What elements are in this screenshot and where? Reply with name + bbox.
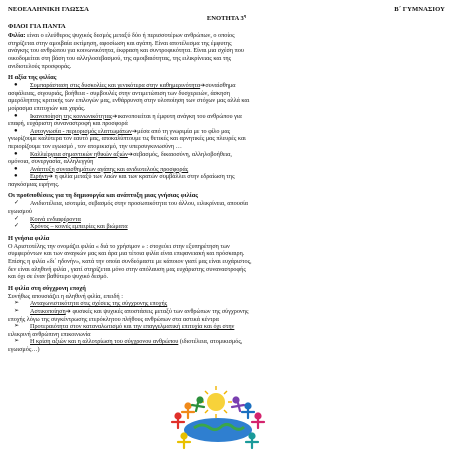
list-item-text xyxy=(30,216,445,224)
unit-text: ΕΝΟΤΗΤΑ 3 xyxy=(206,15,244,23)
definition-term: Φιλία: xyxy=(8,32,26,40)
list-item xyxy=(8,216,445,224)
bullet-icon: ➢ xyxy=(14,300,20,307)
list-item-continuation: ομόνοια, συνεργασία, αλληλεγγύη xyxy=(8,158,94,166)
page-title: ΦΙΛΟΙ ΓΙΑ ΠΑΝΤΑ xyxy=(8,23,66,31)
list-item-keyword: Ανταγωνιστικότητα στις σχέσεις της σύγχρονης εποχής xyxy=(30,300,168,308)
bullet-icon: ● xyxy=(14,82,18,89)
list-item xyxy=(8,338,445,346)
paragraph-line: Επίσης η φιλία «δι΄ ηδονήν», κατά την οποία συνδεόμαστε με κάποιον γιατί μας είναι ευχάριστος, xyxy=(8,258,252,266)
bullet-icon: ● xyxy=(14,127,18,134)
list-item-continuation: αμερόληπτης κριτικής των επιλογών μας, ενθάρρυνση στην υλοποίηση των στόχων μας αλλά και xyxy=(8,97,250,105)
list-item-detail: ➔ η φιλία μεταξύ των λαών και των κρατών συμβάλλει στην εδραίωση της xyxy=(47,173,235,181)
list-item-detail: ➔ικανοποιείται η έμφυτη ανάγκη του ανθρώπου για xyxy=(112,112,242,120)
section-title-true-friendship: Η γνήσια φιλία xyxy=(8,234,50,242)
list-item-keyword: Καλλιέργεια σημαντικών ηθικών αξιών xyxy=(30,150,128,158)
list-item xyxy=(8,308,445,316)
list-item-text xyxy=(30,173,445,181)
section-title-prerequisites: Οι προϋποθέσεις για τη δημιουργία και ανάπτυξη μιας γνήσιας φιλίας xyxy=(8,192,198,200)
subject-label: ΝΕΟΕΛΛΗΝΙΚΗ ΓΛΩΣΣΑ xyxy=(8,6,90,13)
modern-lead: Συνήθως απουσιάζει η αληθινή φιλία, επειδή : xyxy=(8,292,123,300)
list-item-continuation: εποχής λόγω της συγκέντρωσης ετερόκλητου πλήθους ανθρώπων στα αστικά κέντρα xyxy=(8,315,219,323)
section-title-modern-era: Η φιλία στη σύγχρονη εποχή xyxy=(8,284,86,292)
list-item-keyword: Συμπαράσταση στις δυσκολίες και γενικότερα στην καθημερινότητα xyxy=(30,82,201,90)
list-item-keyword: Αστικοποίηση xyxy=(30,308,66,315)
section-title-value: Η αξία της φιλίας xyxy=(8,74,57,82)
list-item xyxy=(8,82,445,90)
paragraph-line: δεν είναι αληθινή φιλία , γιατί στηρίζεται μόνο στην απόλαυση μας ευχάριστης συναναστροφής xyxy=(8,265,246,273)
list-item-text xyxy=(30,323,445,331)
list-item-keyword: Προτεραιότητα στον καταναλωτισμό και την επαγγελματική επιτυχία και όχι στην xyxy=(30,323,235,331)
definition-paragraph xyxy=(8,32,445,70)
bullet-icon: ● xyxy=(14,165,18,172)
list-item xyxy=(8,300,445,308)
definition-line: ανάγκης του ανθρώπου για κοινωνικότητα, έκφραση και συντροφικότητα. Είναι μια σχέση που xyxy=(8,47,244,55)
prerequisites-list xyxy=(8,200,445,230)
list-item-continuation: επαφή, ευχάριστη συναναστροφή και προσφορά xyxy=(8,120,128,128)
children-circle-illustration xyxy=(118,380,318,452)
list-item-text xyxy=(30,113,445,121)
list-item-keyword: Ειρήνη xyxy=(30,173,48,181)
list-item-text xyxy=(30,166,445,174)
list-item-keyword: Αυτογνωσία - περιορισμός ελαττωμάτων xyxy=(30,127,132,135)
modern-list xyxy=(8,300,445,353)
unit-sup: η xyxy=(243,13,247,18)
earth-globe-icon xyxy=(184,418,252,442)
definition-line: στηρίζεται στην αμοιβαία εκτίμηση, αφοσίωση και αγάπη. Είναι αποτέλεσμα της έμφυτης xyxy=(8,39,232,47)
list-item xyxy=(8,113,445,121)
list-item-detail: ➔σεβασμός, δικαιοσύνη, αλληλοβοήθεια, xyxy=(127,150,232,158)
list-item-text xyxy=(30,82,445,90)
list-item xyxy=(8,151,445,159)
list-item-continuation: μοίρασμα επιτυχιών και χαράς. xyxy=(8,104,86,112)
bullet-icon: ✓ xyxy=(14,223,20,230)
bullet-icon: ● xyxy=(14,150,18,157)
list-item-continuation: παγκόσμιας ειρήνης. xyxy=(8,180,60,188)
list-item-keyword: Η κρίση αξιών και η αλλοτρίωση του σύγχρονου ανθρώπου xyxy=(30,338,179,346)
list-item-text xyxy=(30,200,445,208)
list-item-text xyxy=(30,338,445,346)
grade-label: Β΄ ΓΥΜΝΑΣΙΟΥ xyxy=(394,6,445,13)
list-item-keyword: Ανάπτυξη συναισθημάτων αγάπης και ανιδιοτελούς προσφοράς xyxy=(30,165,189,173)
paragraph-line: Ο Αριστοτέλης την ονομάζει φιλία « διά το χρήσιμον » : στοχεύει στην εξυπηρέτηση των xyxy=(8,242,230,250)
list-item xyxy=(8,173,445,181)
definition-line: είναι ο ελεύθερος ψυχικός δεσμός μεταξύ δύο ή περισσοτέρων ανθρώπων, ο οποίος xyxy=(25,32,235,40)
bullet-icon: ● xyxy=(14,173,18,180)
paragraph-line: και όχι σε έναν βαθύτερο ψυχικό δεσμό. xyxy=(8,273,109,281)
paragraph-line: συμφερόντων και των αναγκών μας και άρα μια τέτοια φιλία είναι επιφανειακή και πρόσκαιρη. xyxy=(8,250,245,258)
header xyxy=(8,6,445,13)
definition-line: οικοδομείται στη βάση του αλληλοσεβασμού, της αμοιβαιότητας, της ειλικρίνειας και της xyxy=(8,54,232,62)
list-item xyxy=(8,200,445,208)
value-list xyxy=(8,82,445,188)
list-item-keyword: Ανιδιοτέλεια, ισοτιμία, σεβασμός στην προσωπικότητα του άλλου, ειλικρίνεια, απουσία xyxy=(30,200,249,208)
list-item-keyword: Ικανοποίηση της κοινωνικότητας xyxy=(30,112,113,120)
list-item xyxy=(8,323,445,331)
list-item-continuation: ασφάλειας, σιγουριάς, βοήθεια - συμβουλές στην αντιμετώπιση των δυσχερειών, άσκηση xyxy=(8,89,230,97)
list-item xyxy=(8,166,445,174)
list-item-continuation: εγωισμού xyxy=(8,208,32,216)
bullet-icon: ➢ xyxy=(14,323,20,330)
true-friendship-paragraph xyxy=(8,243,445,281)
list-item-text xyxy=(30,128,445,136)
list-item-detail: ➔συναίσθημα xyxy=(200,82,236,90)
list-item-keyword: Χρόνος – κοινές εμπειρίες και βιώματα xyxy=(30,223,128,231)
list-item-detail: ➔ φυσικές και ψυχικές αποστάσεις μεταξύ των ανθρώπων της σύγχρονης xyxy=(65,308,249,315)
list-item-text xyxy=(30,308,445,316)
definition-line: ανιδιοτελούς προσφοράς. xyxy=(8,62,72,70)
list-item-text xyxy=(30,300,445,308)
list-item-text xyxy=(30,223,445,231)
bullet-icon: ✓ xyxy=(14,200,20,207)
list-item-continuation: περιορίζουμε τον εγωισμό , τον ατομικισμό, την υπερσυγκινωσύνη … xyxy=(8,142,182,150)
list-item-detail: ➔μέσα από τη γνωριμία με το φίλο μας xyxy=(131,127,231,135)
list-item-keyword: Κοινά ενδιαφέροντα xyxy=(30,215,81,223)
unit-label xyxy=(8,13,445,22)
list-item xyxy=(8,128,445,136)
bullet-icon: ● xyxy=(14,112,18,119)
bullet-icon: ✓ xyxy=(14,215,20,222)
list-item-continuation: ειλικρινή ανθρώπινη επικοινωνία xyxy=(8,330,91,338)
bullet-icon: ➢ xyxy=(14,338,20,345)
bullet-icon: ➢ xyxy=(14,308,20,314)
list-item-text xyxy=(30,151,445,159)
list-item-continuation: γνωρίζουμε καλύτερα τον εαυτό μας, αποκαλύπτουμε τις θετικές και αρνητικές μας πλευρές και xyxy=(8,135,246,143)
sun-icon xyxy=(200,386,232,418)
list-item xyxy=(8,223,445,231)
list-item-continuation: εγωισμός…) xyxy=(8,345,40,353)
list-item-detail: (ιδιοτέλεια, ατομικισμός, xyxy=(178,338,243,346)
